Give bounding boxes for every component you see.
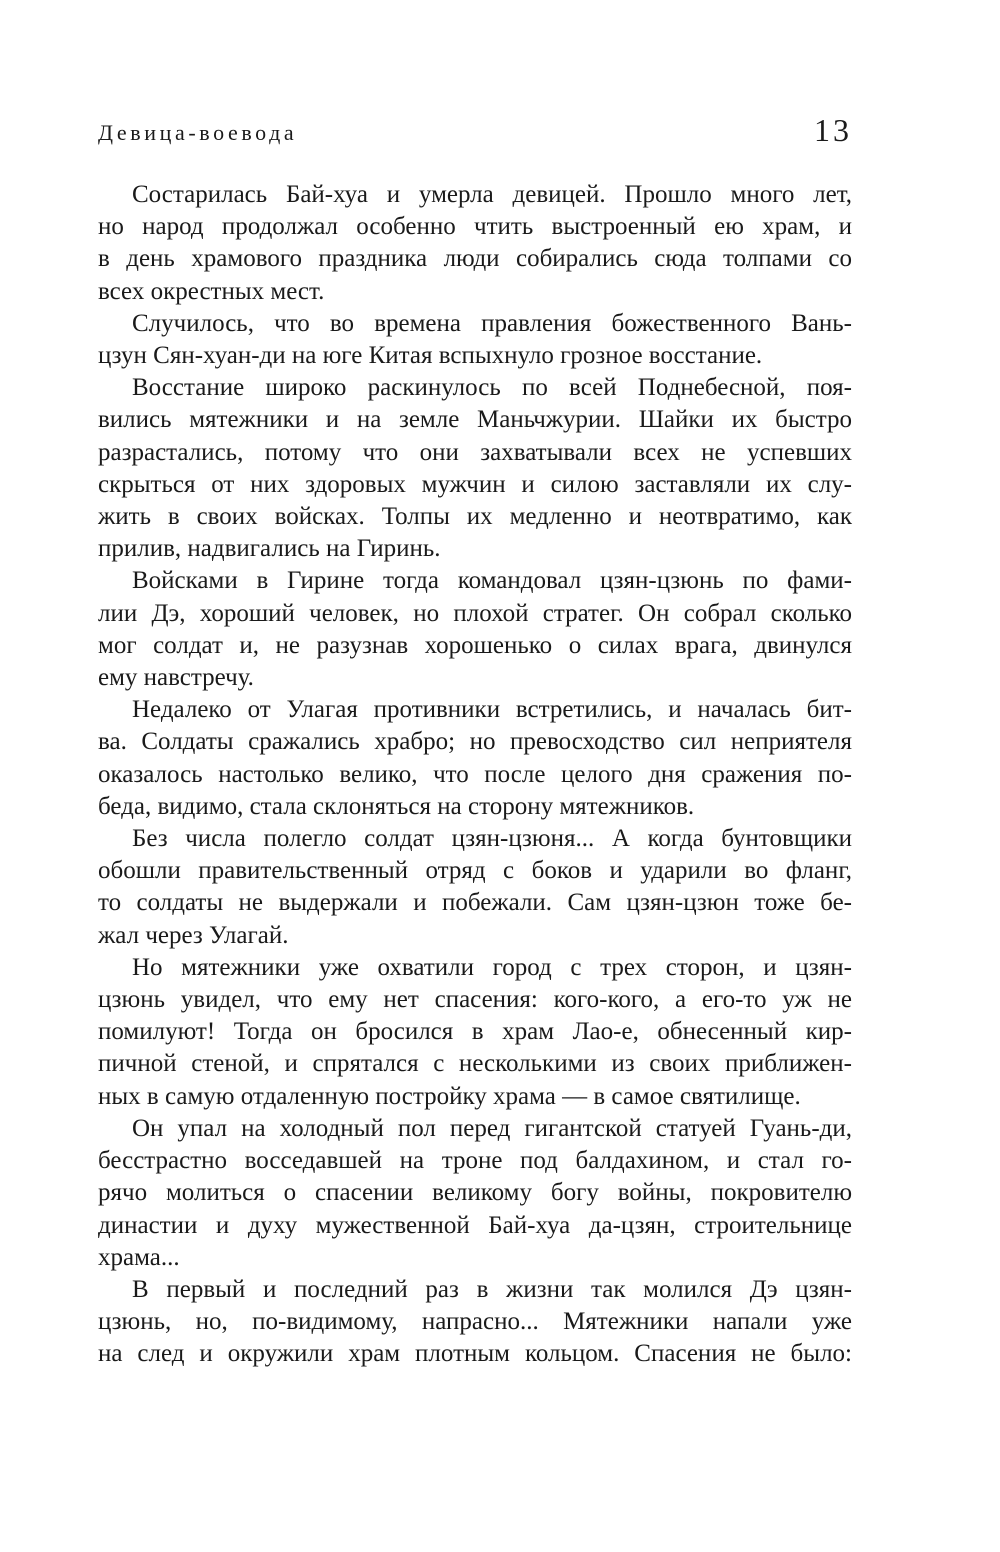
- text-line: Без числа полегло солдат цзян-цзюня... А когда бунтовщики: [132, 825, 852, 853]
- text-line: Недалеко от Улагая противники встретились, и началась бит-: [132, 696, 852, 724]
- text-line: жить в своих войсках. Толпы их медленно и неотвратимо, как: [98, 503, 852, 531]
- paragraph: [98, 308, 852, 372]
- paragraph: [98, 694, 852, 823]
- text-line: но народ продолжал особенно чтить выстроенный ею храм, и: [98, 213, 852, 241]
- text-line: Случилось, что во времена правления божественного Вань-: [132, 309, 852, 337]
- text-line: Но мятежники уже охватили город с трех сторон, и цзян-: [132, 953, 852, 981]
- running-title: Девица-воевода: [98, 120, 298, 145]
- text-line: скрыться от них здоровых мужчин и силою заставляли их слу-: [98, 470, 852, 498]
- text-line: в день храмового праздника люди собирались сюда толпами со: [98, 245, 852, 273]
- paragraph: [98, 823, 852, 952]
- paragraph: [98, 1113, 852, 1274]
- text-line: цзюнь увидел, что ему нет спасения: кого-кого, а его-то уж не: [98, 986, 852, 1014]
- body-text: [98, 179, 852, 1371]
- text-line: Восстание широко раскинулось по всей Поднебесной, поя-: [132, 374, 852, 402]
- paragraph: [98, 372, 852, 565]
- text-line: на след и окружили храм плотным кольцом. Спасения не было:: [98, 1340, 852, 1368]
- text-line: помилуют! Тогда он бросился в храм Лао-е, обнесенный кир-: [98, 1018, 852, 1046]
- text-line: бесстрастно восседавшей на троне под балдахином, и стал го-: [98, 1147, 852, 1175]
- text-line: то солдаты не выдержали и побежали. Сам цзян-цзюн тоже бе-: [98, 889, 852, 917]
- text-line: ных в самую отдаленную постройку храма — в самое святилище.: [98, 1082, 801, 1110]
- text-line: ва. Солдаты сражались храбро; но превосходство сил неприятеля: [98, 728, 852, 756]
- text-line: цзюнь, но, по-видимому, напрасно... Мятежники напали уже: [98, 1308, 852, 1336]
- text-line: прилив, надвигались на Гиринь.: [98, 535, 441, 563]
- paragraph: [98, 179, 852, 308]
- page-number: 13: [814, 112, 852, 148]
- paragraph: [98, 952, 852, 1113]
- paragraph: [98, 565, 852, 694]
- running-head: [98, 112, 852, 152]
- text-line: вились мятежники и на земле Маньчжурии. Шайки их быстро: [98, 406, 852, 434]
- text-line: беда, видимо, стала склоняться на сторону мятежников.: [98, 792, 695, 820]
- text-line: Состарилась Бай-хуа и умерла девицей. Прошло много лет,: [132, 181, 852, 208]
- text-line: храма...: [98, 1243, 180, 1271]
- paragraph: [98, 1274, 852, 1371]
- text-line: жал через Улагай.: [98, 921, 289, 949]
- text-line: обошли правительственный отряд с боков и ударили во фланг,: [98, 857, 852, 885]
- text-line: рячо молиться о спасении великому богу войны, покровителю: [98, 1179, 852, 1207]
- text-line: разрастались, потому что они захватывали всех не успевших: [98, 438, 852, 466]
- text-line: мог солдат и, не разузнав хорошенько о силах врага, двинулся: [98, 631, 852, 659]
- text-line: оказалось настолько велико, что после целого дня сражения по-: [98, 760, 852, 788]
- text-line: В первый и последний раз в жизни так молился Дэ цзян-: [132, 1275, 852, 1303]
- text-line: ему навстречу.: [98, 664, 254, 692]
- text-line: Войсками в Гирине тогда командовал цзян-цзюнь по фами-: [132, 567, 852, 595]
- text-line: пичной стеной, и спрятался с несколькими из своих приближен-: [98, 1050, 852, 1078]
- text-line: династии и духу мужественной Бай-хуа да-цзян, строительнице: [98, 1211, 852, 1239]
- text-line: всех окрестных мест.: [98, 277, 325, 305]
- text-line: Он упал на холодный пол перед гигантской статуей Гуань-ди,: [132, 1114, 852, 1142]
- text-line: лии Дэ, хороший человек, но плохой стратег. Он собрал сколько: [98, 599, 852, 627]
- text-line: цзун Сян-хуан-ди на юге Китая вспыхнуло грозное восстание.: [98, 342, 763, 370]
